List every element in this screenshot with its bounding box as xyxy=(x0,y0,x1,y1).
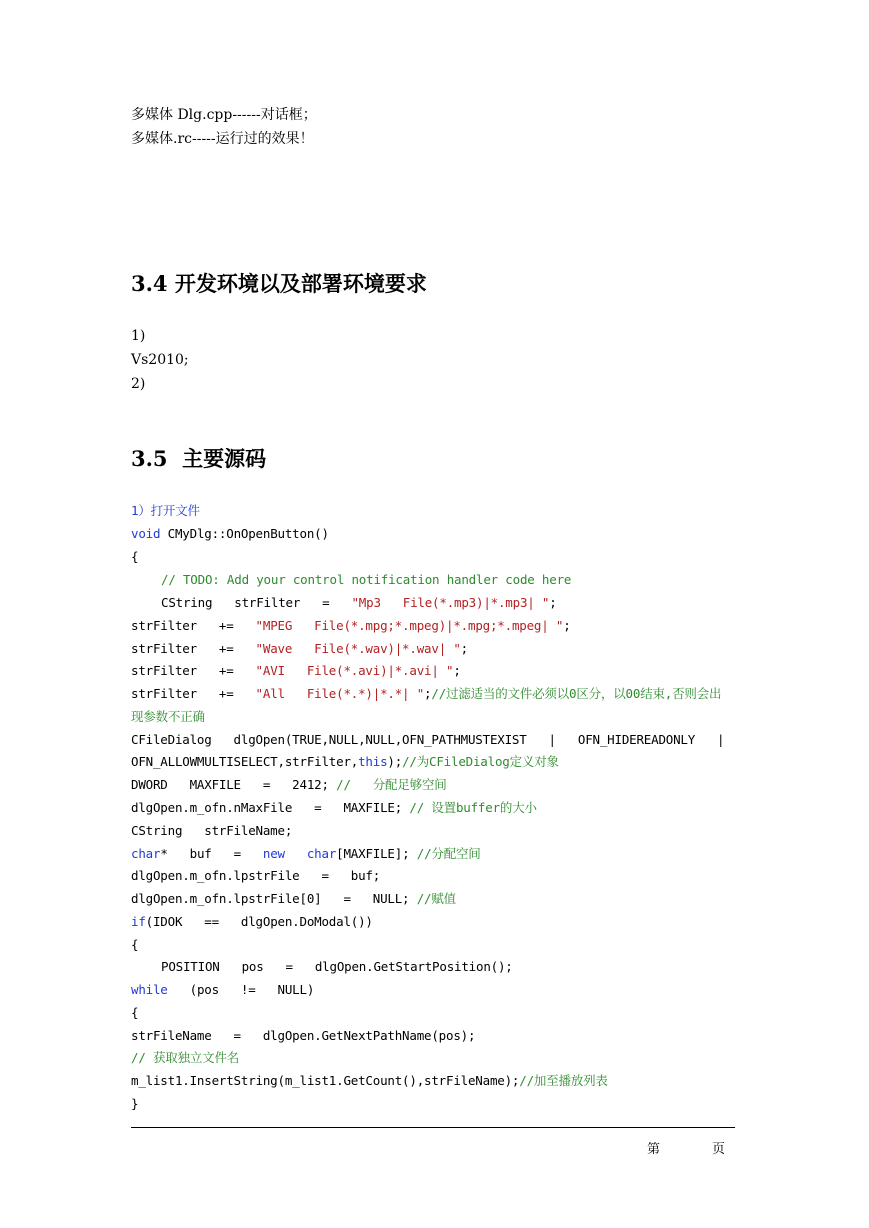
code-text: CMyDlg::OnOpenButton() xyxy=(160,526,329,541)
code-text: ; xyxy=(563,618,571,633)
code-line: { xyxy=(131,549,139,564)
code-line xyxy=(131,525,329,542)
code-text: * buf = xyxy=(160,846,263,861)
code-text: ; xyxy=(453,663,461,678)
code-line xyxy=(131,890,456,907)
code-line xyxy=(131,845,481,862)
code-text: strFilter += xyxy=(131,686,256,701)
section-3-5-heading: 3.5 主要源码 xyxy=(131,446,267,471)
code-line xyxy=(131,913,373,930)
footer-page-prefix: 第 xyxy=(647,1142,661,1157)
code-comment: // 分配足够空间 xyxy=(336,777,447,792)
code-text: m_list1.InsertString(m_list1.GetCount(),strFileName); xyxy=(131,1073,520,1088)
code-comment: //为CFileDialog定义对象 xyxy=(402,754,559,769)
code-line xyxy=(131,753,559,770)
code-comment: //分配空间 xyxy=(416,846,481,861)
code-text: ); xyxy=(387,754,403,769)
code-line xyxy=(131,1072,608,1089)
code-text: ; xyxy=(549,595,557,610)
intro-line-1: 多媒体 Dlg.cpp------对话框； xyxy=(131,107,317,123)
code-text: CString strFilter = xyxy=(161,595,352,610)
section-3-4-heading: 3.4 开发环境以及部署环境要求 xyxy=(131,271,427,296)
code-text: DWORD MAXFILE = 2412; xyxy=(131,777,337,792)
code-line: } xyxy=(131,1096,139,1111)
code-string: "AVI File(*.avi)|*.avi| " xyxy=(255,663,454,678)
footer-page-suffix: 页 xyxy=(712,1142,726,1157)
code-keyword: this xyxy=(358,754,388,769)
code-text xyxy=(285,846,307,861)
code-comment-line: 现参数不正确 xyxy=(131,709,205,724)
code-keyword: char xyxy=(306,846,337,861)
code-line: dlgOpen.m_ofn.lpstrFile = buf; xyxy=(131,868,381,883)
code-line: POSITION pos = dlgOpen.GetStartPosition(); xyxy=(161,959,513,974)
code-text: (IDOK == dlgOpen.DoModal()) xyxy=(145,914,373,929)
code-string: "Wave File(*.wav)|*.wav| " xyxy=(255,641,461,656)
code-keyword: char xyxy=(131,846,161,861)
code-text: strFilter += xyxy=(131,663,256,678)
code-line xyxy=(131,685,721,702)
code-comment: //加至播放列表 xyxy=(519,1073,608,1088)
footer-divider xyxy=(131,1127,735,1128)
code-string: "All File(*.*)|*.*| " xyxy=(255,686,425,701)
code-text: (pos != NULL) xyxy=(167,982,315,997)
code-text: dlgOpen.m_ofn.lpstrFile[0] = NULL; xyxy=(131,891,417,906)
code-line xyxy=(131,776,447,793)
code-line: CFileDialog dlgOpen(TRUE,NULL,NULL,OFN_PATHMUSTEXIST | OFN_HIDEREADONLY | xyxy=(131,732,725,747)
intro-line-2: 多媒体.rc-----运行过的效果！ xyxy=(131,131,314,147)
code-comment-line: // 获取独立文件名 xyxy=(131,1050,240,1065)
env-item-3: 2) xyxy=(131,376,146,392)
code-comment: //过滤适当的文件必须以0区分，以00结束,否则会出 xyxy=(431,686,722,701)
code-text: strFilter += xyxy=(131,641,256,656)
code-keyword: if xyxy=(131,914,146,929)
code-text: OFN_ALLOWMULTISELECT,strFilter, xyxy=(131,754,359,769)
env-item-1: 1) xyxy=(131,328,146,344)
code-text: [MAXFILE]; xyxy=(336,846,417,861)
code-line xyxy=(131,662,461,679)
code-text: dlgOpen.m_ofn.nMaxFile = MAXFILE; xyxy=(131,800,410,815)
code-line: CString strFileName; xyxy=(131,823,293,838)
code-comment-line: // TODO: Add your control notification handler code here xyxy=(161,572,572,587)
env-item-2: Vs2010; xyxy=(131,352,189,368)
code-line: strFileName = dlgOpen.GetNextPathName(pos); xyxy=(131,1028,476,1043)
code-text: ; xyxy=(460,641,468,656)
code-line: 1）打开文件 xyxy=(131,503,200,518)
code-line xyxy=(131,981,314,998)
code-text: strFilter += xyxy=(131,618,256,633)
code-line xyxy=(131,640,468,657)
code-line: { xyxy=(131,937,139,952)
code-string: "MPEG File(*.mpg;*.mpeg)|*.mpg;*.mpeg| " xyxy=(255,618,564,633)
code-comment: //赋值 xyxy=(416,891,456,906)
code-line xyxy=(131,594,557,611)
code-keyword: void xyxy=(131,526,161,541)
code-line: { xyxy=(131,1005,139,1020)
code-line xyxy=(131,617,571,634)
code-line xyxy=(131,799,537,816)
code-comment: // 设置buffer的大小 xyxy=(409,800,537,815)
code-keyword: while xyxy=(131,982,168,997)
code-string: "Mp3 File(*.mp3)|*.mp3| " xyxy=(351,595,550,610)
code-text: ; xyxy=(424,686,432,701)
code-keyword: new xyxy=(262,846,285,861)
